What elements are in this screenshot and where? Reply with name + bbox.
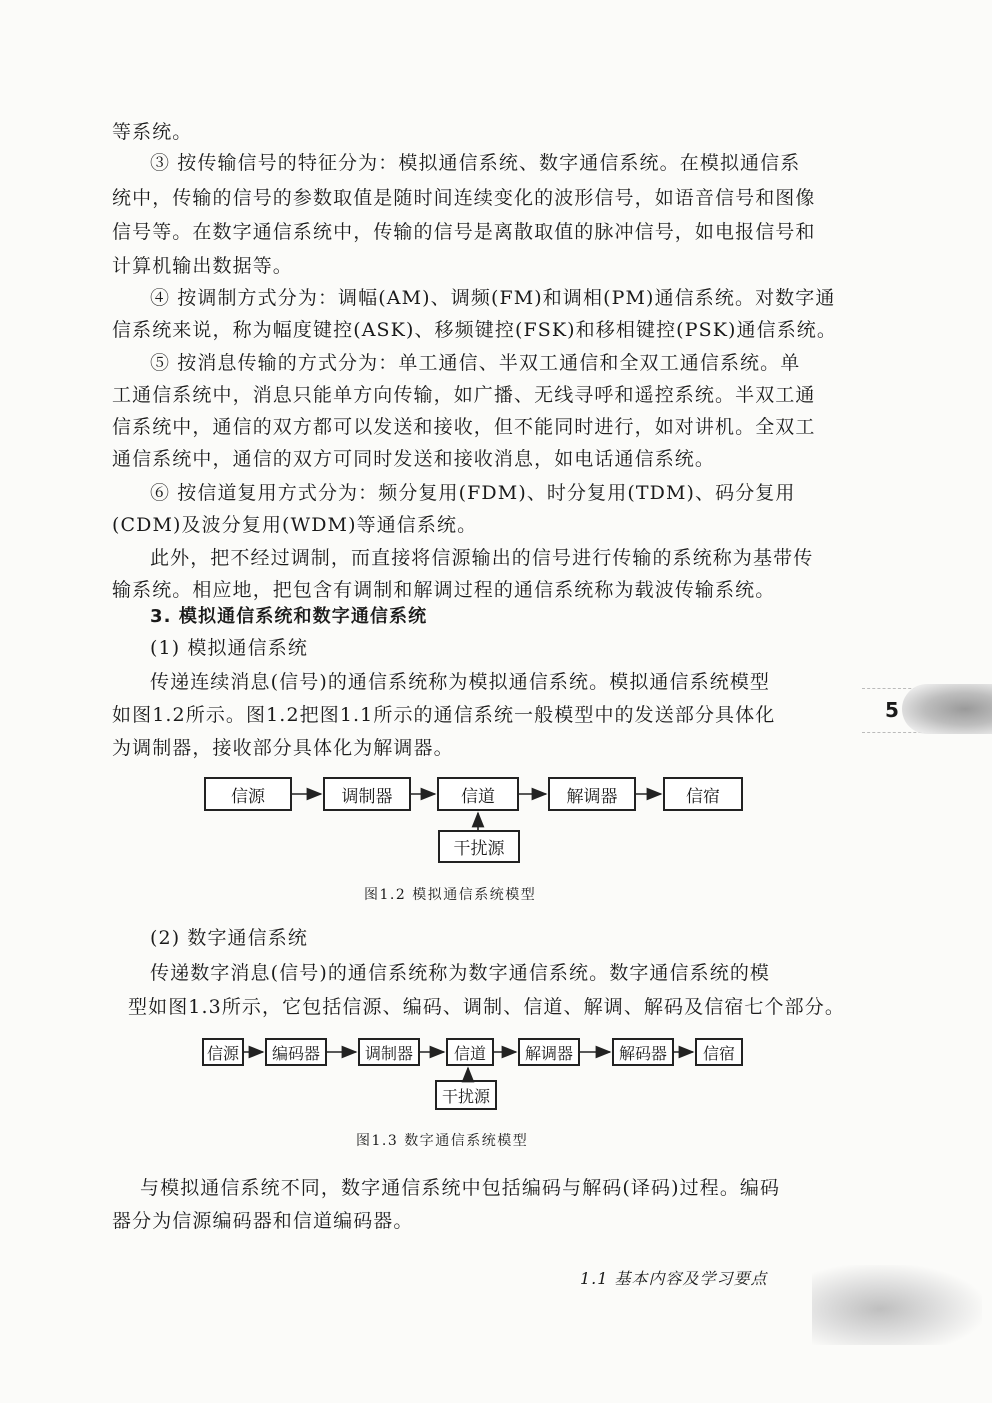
fig12-box-noise: 干扰源	[438, 830, 520, 863]
fig13-box-decoder: 解码器	[612, 1038, 674, 1066]
text-line: (CDM)及波分复用(WDM)等通信系统。	[112, 514, 478, 536]
fig13-box-modulator: 调制器	[358, 1038, 420, 1066]
text-line: ⑥ 按信道复用方式分为：频分复用(FDM)、时分复用(TDM)、码分复用	[150, 482, 796, 504]
text-line: 传递数字消息(信号)的通信系统称为数字通信系统。数字通信系统的模	[150, 962, 771, 984]
page-number: 5	[885, 698, 899, 722]
text-line: 器分为信源编码器和信道编码器。	[112, 1210, 414, 1232]
text-line: 信号等。在数字通信系统中，传输的信号是离散取值的脉冲信号，如电报信号和	[112, 221, 816, 243]
text-line: ③ 按传输信号的特征分为：模拟通信系统、数字通信系统。在模拟通信系	[150, 152, 801, 174]
fig13-box-noise: 干扰源	[435, 1080, 497, 1110]
text-line: 工通信系统中，消息只能单方向传输，如广播、无线寻呼和遥控系统。半双工通	[112, 384, 816, 406]
text-line: ⑤ 按消息传输的方式分为：单工通信、半双工通信和全双工通信系统。单	[150, 352, 801, 374]
footer-decoration	[812, 1265, 982, 1345]
fig12-box-sink: 信宿	[663, 777, 743, 811]
text-line: 此外，把不经过调制，而直接将信源输出的信号进行传输的系统称为基带传	[150, 547, 814, 569]
fig12-box-channel: 信道	[437, 777, 519, 811]
text-line: 统中，传输的信号的参数取值是随时间连续变化的波形信号，如语音信号和图像	[112, 187, 816, 209]
text-line: 通信系统中，通信的双方可同时发送和接收消息，如电话通信系统。	[112, 448, 716, 470]
text-line: 与模拟通信系统不同，数字通信系统中包括编码与解码(译码)过程。编码	[140, 1177, 781, 1199]
fig12-box-source: 信源	[204, 777, 292, 811]
fig12-box-demodulator: 解调器	[548, 777, 636, 811]
fig13-box-channel: 信道	[446, 1038, 494, 1066]
text-line: 信系统来说，称为幅度键控(ASK)、移频键控(FSK)和移相键控(PSK)通信系统。	[112, 319, 837, 341]
fig13-box-sink: 信宿	[695, 1038, 743, 1066]
text-line: 如图1.2所示。图1.2把图1.1所示的通信系统一般模型中的发送部分具体化	[112, 704, 776, 726]
text-line: 传递连续消息(信号)的通信系统称为模拟通信系统。模拟通信系统模型	[150, 671, 771, 693]
text-line: 信系统中，通信的双方都可以发送和接收，但不能同时进行，如对讲机。全双工	[112, 416, 816, 438]
running-footer: 1.1 基本内容及学习要点	[580, 1269, 768, 1288]
fig12-caption: 图1.2 模拟通信系统模型	[364, 887, 537, 903]
fig12-box-modulator: 调制器	[323, 777, 411, 811]
fig13-box-demodulator: 解调器	[518, 1038, 580, 1066]
fig13-box-source: 信源	[202, 1038, 244, 1066]
text-line: 计算机输出数据等。	[112, 255, 293, 277]
text-line: ④ 按调制方式分为：调幅(AM)、调频(FM)和调相(PM)通信系统。对数字通	[150, 287, 836, 309]
text-line: 型如图1.3所示，它包括信源、编码、调制、信道、解调、解码及信宿七个部分。	[128, 996, 845, 1018]
text-line: (2) 数字通信系统	[150, 927, 308, 949]
text-line: 为调制器，接收部分具体化为解调器。	[112, 737, 454, 759]
section-heading: 3. 模拟通信系统和数字通信系统	[150, 606, 428, 627]
page-tab	[902, 684, 992, 734]
text-line: 输系统。相应地，把包含有调制和解调过程的通信系统称为载波传输系统。	[112, 579, 776, 601]
text-line: 等系统。	[112, 121, 193, 143]
fig13-caption: 图1.3 数字通信系统模型	[356, 1133, 529, 1149]
fig13-box-encoder: 编码器	[265, 1038, 327, 1066]
text-line: (1) 模拟通信系统	[150, 637, 308, 659]
